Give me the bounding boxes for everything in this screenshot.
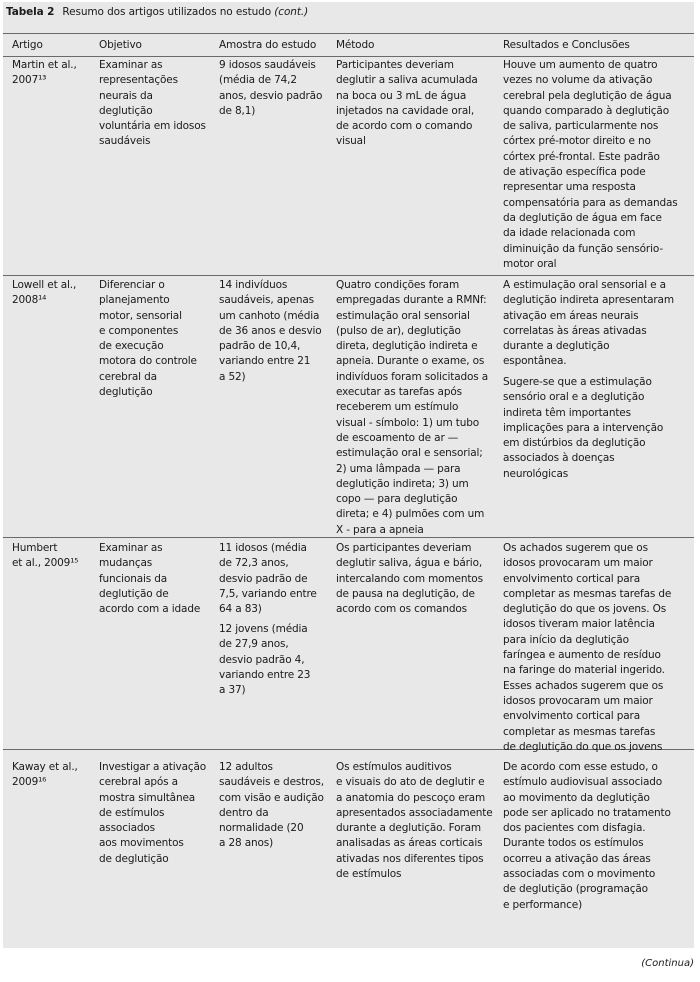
row2-amostra: 14 indivíduos saudáveis, apenas um canhoto (média de 36 anos e desvio padrão de 10,4, variando entre 21 a 52): [219, 279, 322, 383]
row2-artigo: Lowell et al., 2008¹⁴: [12, 279, 77, 307]
header-top-rule: [3, 33, 694, 34]
row2-resultados-2: Sugere-se que a estimulação sensório oral e a deglutição indireta têm importantes implicações para a intervenção em distúrbios da deglutição associados à doenças neurológicas: [503, 376, 664, 480]
row2-objetivo: Diferenciar o planejamento motor, sensorial e componentes de execução motora do controle cerebral da deglutição: [99, 279, 197, 399]
row3-artigo: Humbert et al., 2009¹⁵: [12, 542, 79, 570]
continua-note: (Continua): [641, 958, 694, 969]
header-objetivo: Objetivo: [99, 39, 142, 51]
header-amostra: Amostra do estudo: [219, 39, 317, 51]
header-artigo: Artigo: [12, 39, 43, 51]
caption-text: Resumo dos artigos utilizados no estudo: [62, 6, 272, 18]
row1-metodo: Participantes deveriam deglutir a saliva acumulada na boca ou 3 mL de água injetados na cavidade oral, de acordo com o comando visual: [336, 59, 478, 148]
row2-resultados-1: A estimulação oral sensorial e a deglutição indireta apresentaram ativação em áreas neurais correlatas às áreas ativadas durante a deglutição espontânea.: [503, 279, 674, 368]
caption-label: Tabela 2: [6, 6, 55, 18]
row4-resultados: De acordo com esse estudo, o estímulo audiovisual associado ao movimento da deglutição pode ser aplicado no tratamento dos pacientes com disfagia. Durante todos os estímulos ocorreu a ativação das áreas associadas com o movimento de deglutição (programação e performance): [503, 761, 671, 911]
row4-amostra: 12 adultos saudáveis e destros, com visão e audição dentro da normalidade (20 a 28 anos): [219, 761, 324, 850]
row1-resultados: Houve um aumento de quatro vezes no volume da ativação cerebral pela deglutição de água quando comparado à deglutição de saliva, particularmente nos córtex pré-motor direito e no córtex pré-frontal. Este padrão de ativação específica pode representar uma resposta compensatória para as demandas da deglutição de água em face da idade relacionada com diminuição da função sensório- motor oral: [503, 59, 678, 270]
row-divider-1: [3, 275, 694, 276]
row3-objetivo: Examinar as mudanças funcionais da deglutição de acordo com a idade: [99, 542, 201, 616]
row4-objetivo: Investigar a ativação cerebral após a mostra simultânea de estímulos associados aos movimentos de deglutição: [99, 761, 207, 865]
header-metodo: Método: [336, 39, 375, 51]
row3-metodo: Os participantes deveriam deglutir saliva, água e bário, intercalando com momentos de pausa na deglutição, de acordo com os comandos: [336, 542, 483, 616]
row1-artigo: Martin et al., 2007¹³: [12, 59, 77, 87]
caption-cont: (cont.): [274, 6, 309, 18]
row4-artigo: Kaway et al., 2009¹⁶: [12, 761, 78, 789]
row3-amostra-2: 12 jovens (média de 27,9 anos, desvio padrão 4, variando entre 23 a 37): [219, 623, 311, 697]
row1-objetivo: Examinar as representações neurais da deglutição voluntária em idosos saudáveis: [99, 59, 206, 148]
header-bottom-rule: [3, 56, 694, 57]
row3-resultados: Os achados sugerem que os idosos provocaram um maior envolvimento cortical para completar as mesmas tarefas de deglutição do que os jovens. Os idosos tiveram maior latência para início da deglutição faríngea e aumento de resíduo na faringe do material ingerido. Esses achados sugerem que os idosos provocaram um maior envolvimento cortical para completar as mesmas tarefas de deglutição do que os jovens: [503, 542, 672, 753]
row2-metodo: Quatro condições foram empregadas durante a RMNf: estimulação oral sensorial (pulso de ar), deglutição direta, deglutição indireta e apneia. Durante o exame, os indivíduos foram solicitados a executar as tarefas após receberem um estímulo visual - símbolo: 1) um tubo de escoamento de ar — estimulação oral e sensorial; 2) uma lâmpada — para deglutição indireta; 3) um copo — para deglutição direta; e 4) pulmões com um X - para a apneia: [336, 279, 489, 536]
row3-amostra-1: 11 idosos (média de 72,3 anos, desvio padrão de 7,5, variando entre 64 a 83): [219, 542, 317, 616]
row1-amostra: 9 idosos saudáveis (média de 74,2 anos, desvio padrão de 8,1): [219, 59, 323, 117]
row4-metodo: Os estímulos auditivos e visuais do ato de deglutir e a anatomia do pescoço eram apresentados associadamente durante a deglutição. Foram analisadas as áreas corticais ativadas nos diferentes tipos de estímulos: [336, 761, 493, 881]
header-resultados: Resultados e Conclusões: [503, 39, 630, 51]
table-caption: [6, 6, 308, 18]
